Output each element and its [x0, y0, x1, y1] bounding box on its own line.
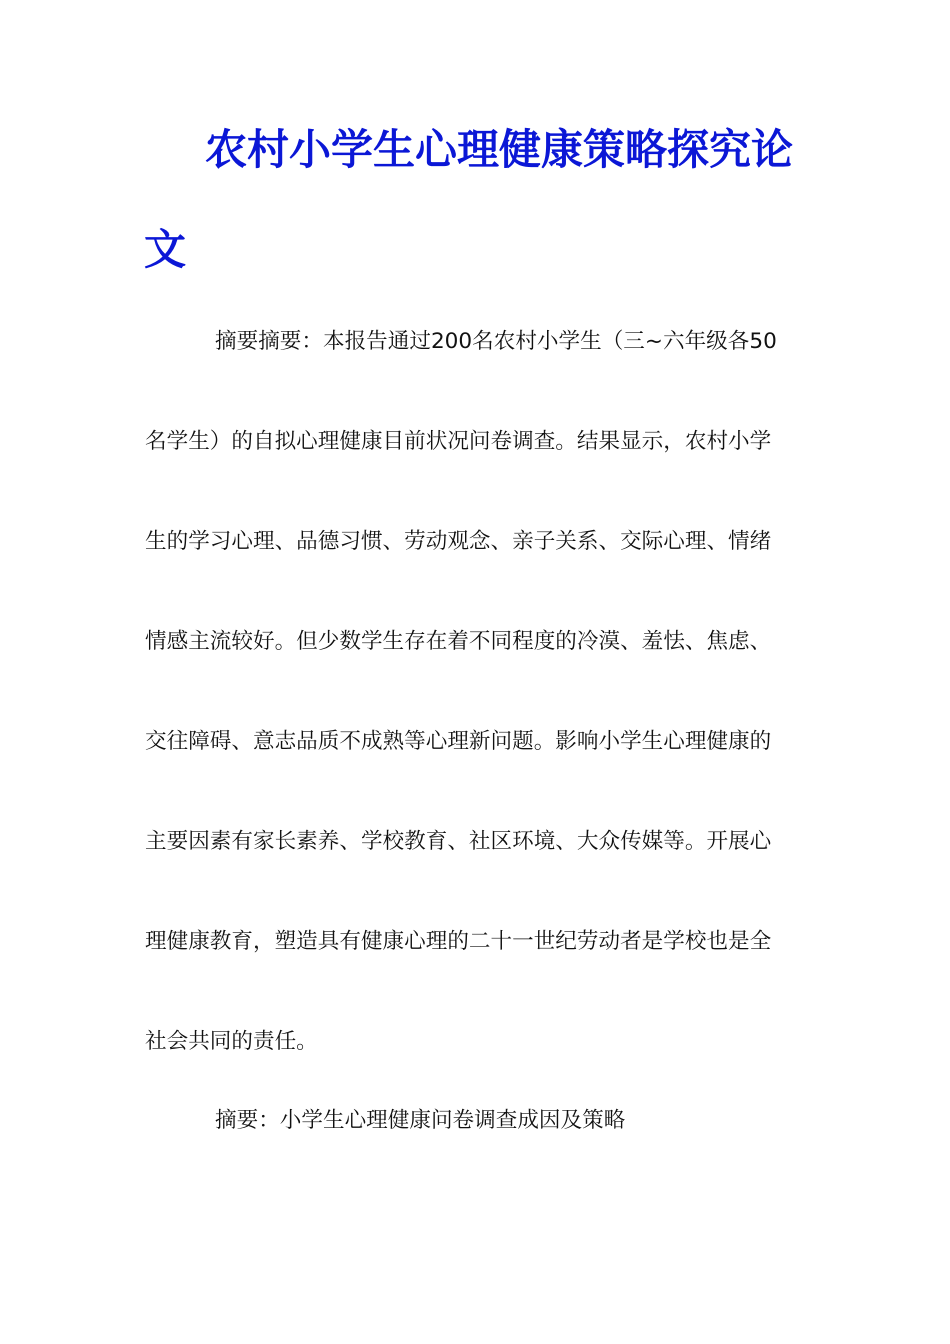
abstract-line-1: 摘要摘要：本报告通过200名农村小学生（三~六年级各50	[215, 329, 777, 354]
document-title-line-1: 农村小学生心理健康策略探究论	[205, 125, 794, 174]
abstract-line-3: 生的学习心理、品德习惯、劳动观念、亲子关系、交际心理、情绪	[145, 529, 772, 554]
keywords-line: 摘要：小学生心理健康问卷调查成因及策略	[215, 1108, 626, 1133]
abstract-line-5: 交往障碍、意志品质不成熟等心理新问题。影响小学生心理健康的	[145, 729, 772, 754]
abstract-line-7: 理健康教育，塑造具有健康心理的二十一世纪劳动者是学校也是全	[145, 929, 772, 954]
abstract-line-4: 情感主流较好。但少数学生存在着不同程度的冷漠、羞怯、焦虑、	[145, 629, 772, 654]
abstract-line-6: 主要因素有家长素养、学校教育、社区环境、大众传媒等。开展心	[145, 829, 772, 854]
abstract-line-8: 社会共同的责任。	[145, 1029, 318, 1054]
abstract-line-2: 名学生）的自拟心理健康目前状况问卷调查。结果显示，农村小学	[145, 429, 772, 454]
document-title-line-2: 文	[144, 225, 187, 274]
